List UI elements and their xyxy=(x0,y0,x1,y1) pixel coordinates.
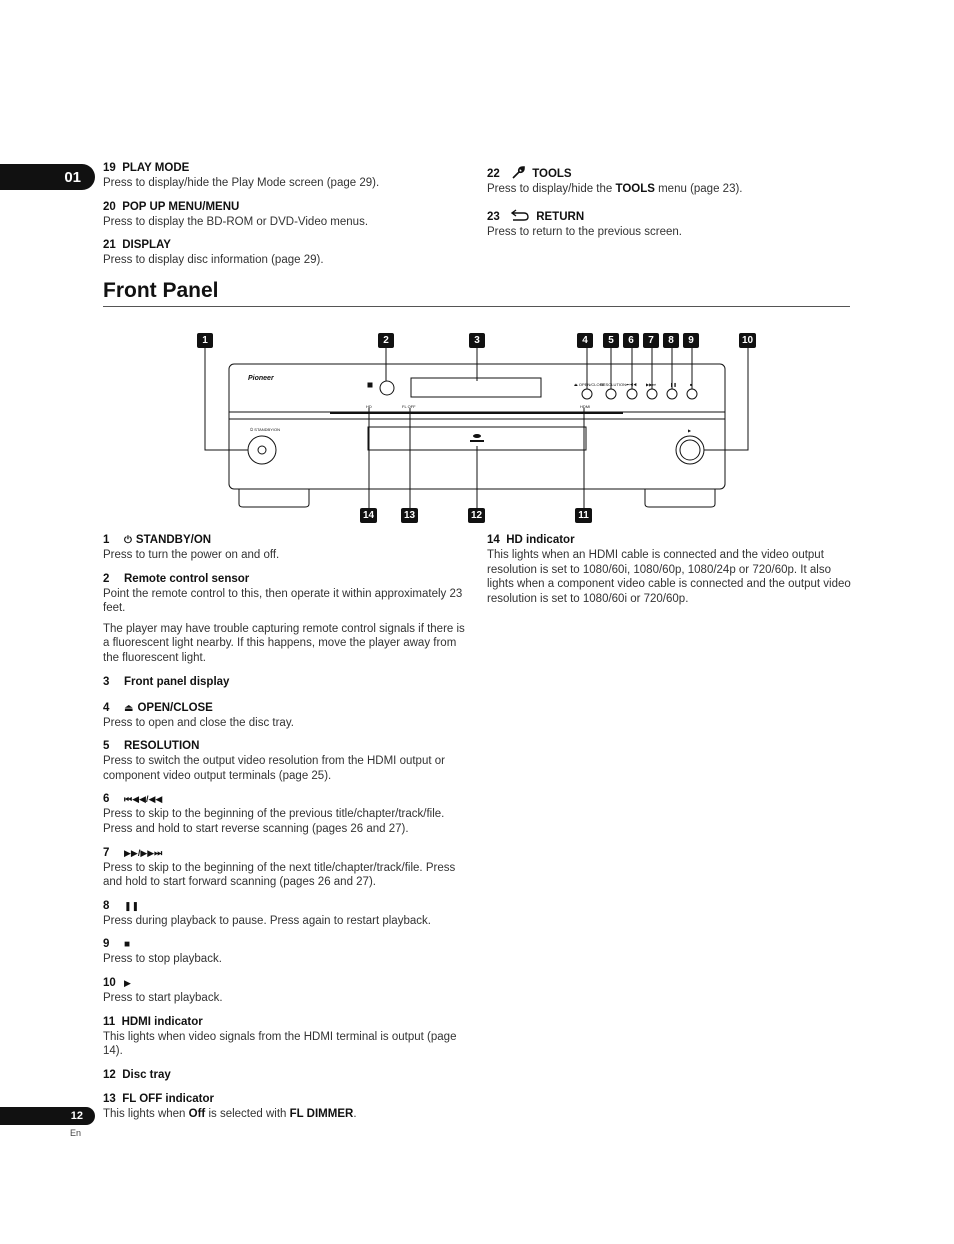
front-panel-diagram xyxy=(0,0,954,540)
item-text: . xyxy=(353,1107,357,1120)
item-title: PLAY MODE xyxy=(122,162,190,174)
item-text: Press to skip to the beginning of the previous title/chapter/track/file. Press and hold to start reverse scanning (pages 26 and 27). xyxy=(103,808,445,835)
next-skip-icon: ▶▶/▶▶⏭ xyxy=(124,847,163,858)
bluray-logo xyxy=(470,434,484,442)
item-title: TOOLS xyxy=(532,168,572,180)
item-number: 2 xyxy=(103,572,110,585)
panel-label-hd: HD xyxy=(366,404,372,409)
prev-skip-icon: ⏮◀◀/◀◀ xyxy=(124,794,163,805)
item-text: This lights when video signals from the HDMI terminal is output (page 14). xyxy=(103,1030,457,1058)
panel-label-fl-off: FL OFF xyxy=(402,404,416,409)
callout-4: 4 xyxy=(577,333,593,348)
panel-label-play: ▶ xyxy=(688,428,692,433)
page-language: En xyxy=(70,1128,82,1138)
eject-icon: ⏏ xyxy=(124,702,134,714)
callout-5: 5 xyxy=(603,333,619,348)
item-text-bold: TOOLS xyxy=(615,183,655,195)
item-text: Press to open and close the disc tray. xyxy=(103,716,294,729)
item-title: RETURN xyxy=(536,210,585,223)
item-text: Press to display/hide the Play Mode screen (page 29). xyxy=(103,177,380,189)
item-title: HDMI indicator xyxy=(121,1015,203,1028)
item-number: 22 xyxy=(487,168,500,180)
item-text: Point the remote control to this, then operate it within approximately 23 feet. xyxy=(103,587,463,615)
item-13 xyxy=(103,1092,468,1122)
item-title: DISPLAY xyxy=(122,239,171,252)
play-icon: ▶ xyxy=(124,977,131,988)
callout-2: 2 xyxy=(378,333,394,348)
lower-left-column xyxy=(103,533,468,1130)
item-8 xyxy=(103,899,468,929)
item-1 xyxy=(103,533,468,563)
item-number: 12 xyxy=(103,1068,116,1081)
callout-12: 12 xyxy=(468,508,485,523)
callout-11: 11 xyxy=(575,508,592,523)
panel-label-standby: ⏻ STANDBY/ON xyxy=(250,427,280,432)
item-2 xyxy=(103,572,468,666)
item-text: Press to skip to the beginning of the next title/chapter/track/file. Press and hold to start forward scanning (pages 26 and 27). xyxy=(103,861,456,889)
page-number: 12 xyxy=(0,1107,95,1125)
item-text-bold: Off xyxy=(188,1107,206,1120)
lower-right-column xyxy=(487,533,852,615)
item-number: 13 xyxy=(103,1092,116,1105)
item-number: 21 xyxy=(103,239,116,252)
item-14 xyxy=(487,533,852,606)
panel-label-resolution: RESOLUTION xyxy=(600,382,627,387)
item-number: 11 xyxy=(103,1015,116,1028)
item-text: Press during playback to pause. Press again to restart playback. xyxy=(103,914,431,927)
panel-label-stop: ■ xyxy=(690,382,693,387)
item-text: The player may have trouble capturing remote control signals if there is a fluorescent light nearby. If this happens, move the player away from the fluorescent light. xyxy=(103,622,465,664)
item-10 xyxy=(103,976,468,1006)
item-number: 9 xyxy=(103,938,110,951)
item-title: HD indicator xyxy=(506,534,575,546)
item-11 xyxy=(103,1015,468,1059)
item-text: This lights when xyxy=(103,1107,189,1120)
item-number: 1 xyxy=(103,534,110,546)
item-title: STANDBY/ON xyxy=(135,534,212,546)
panel-label-open-close: ⏏ OPEN/CLOSE xyxy=(574,382,605,387)
item-text: Press to stop playback. xyxy=(103,953,222,966)
item-number: 23 xyxy=(487,210,500,223)
item-number: 5 xyxy=(103,740,110,753)
pause-icon: ❚❚ xyxy=(124,900,140,911)
callout-1: 1 xyxy=(197,333,213,348)
item-number: 14 xyxy=(487,534,500,546)
item-text: Press to switch the output video resolution from the HDMI output or component video output terminals (page 25). xyxy=(103,755,445,782)
item-9 xyxy=(103,937,468,967)
power-icon: ⏻ xyxy=(124,535,132,546)
panel-label-prev: ⏮◀◀ xyxy=(626,382,637,387)
item-7 xyxy=(103,846,468,890)
chapter-tab: 01 xyxy=(0,164,95,190)
panel-label-hdmi: HDMI xyxy=(580,404,591,409)
item-title: Disc tray xyxy=(122,1068,171,1081)
item-title: Front panel display xyxy=(124,675,230,688)
item-text-bold: FL DIMMER xyxy=(289,1107,354,1120)
item-text: is selected with xyxy=(205,1107,290,1120)
panel-label-pause: ❚❚ xyxy=(670,382,677,387)
item-title: Remote control sensor xyxy=(124,572,250,585)
item-5 xyxy=(103,739,468,783)
item-title: FL OFF indicator xyxy=(122,1092,214,1105)
item-text: Press to display/hide the xyxy=(487,183,616,195)
item-number: 19 xyxy=(103,162,116,174)
callout-7: 7 xyxy=(643,333,659,348)
item-text: menu (page 23). xyxy=(654,183,743,195)
item-number: 8 xyxy=(103,899,110,912)
item-number: 20 xyxy=(103,200,116,213)
item-text: Press to display disc information (page 29). xyxy=(103,254,324,267)
item-number: 6 xyxy=(103,793,110,806)
panel-label-next: ▶▶⏭ xyxy=(646,382,656,387)
callout-3: 3 xyxy=(469,333,485,348)
item-title: RESOLUTION xyxy=(124,740,200,753)
item-number: 4 xyxy=(103,701,110,714)
item-3 xyxy=(103,675,468,690)
item-title: OPEN/CLOSE xyxy=(137,701,213,714)
item-4 xyxy=(103,701,468,731)
stop-icon: ■ xyxy=(124,939,131,951)
item-6 xyxy=(103,792,468,836)
item-number: 3 xyxy=(103,675,110,688)
callout-13: 13 xyxy=(401,508,418,523)
item-text: Press to return to the previous screen. xyxy=(487,225,682,238)
item-text: This lights when an HDMI cable is connected and the video output resolution is set to 1080/60i, 1080/60p, 1080/24p or 720/60p. It also lights when a component video cable is connected and the output video resolution is set to 1080/60i or 720/60p. xyxy=(487,549,851,605)
item-text: Press to display the BD-ROM or DVD-Video menus. xyxy=(103,215,369,228)
callout-9: 9 xyxy=(683,333,699,348)
pioneer-logo: Pioneer xyxy=(248,375,274,382)
callout-8: 8 xyxy=(663,333,679,348)
section-title: Front Panel xyxy=(103,279,219,302)
item-number: 10 xyxy=(103,976,116,989)
callout-6: 6 xyxy=(623,333,639,348)
item-text: Press to start playback. xyxy=(103,991,223,1004)
item-title: POP UP MENU/MENU xyxy=(122,200,240,213)
item-number: 7 xyxy=(103,846,110,859)
item-text: Press to turn the power on and off. xyxy=(103,549,280,561)
item-12 xyxy=(103,1068,468,1083)
callout-14: 14 xyxy=(360,508,377,523)
callout-10: 10 xyxy=(739,333,756,348)
